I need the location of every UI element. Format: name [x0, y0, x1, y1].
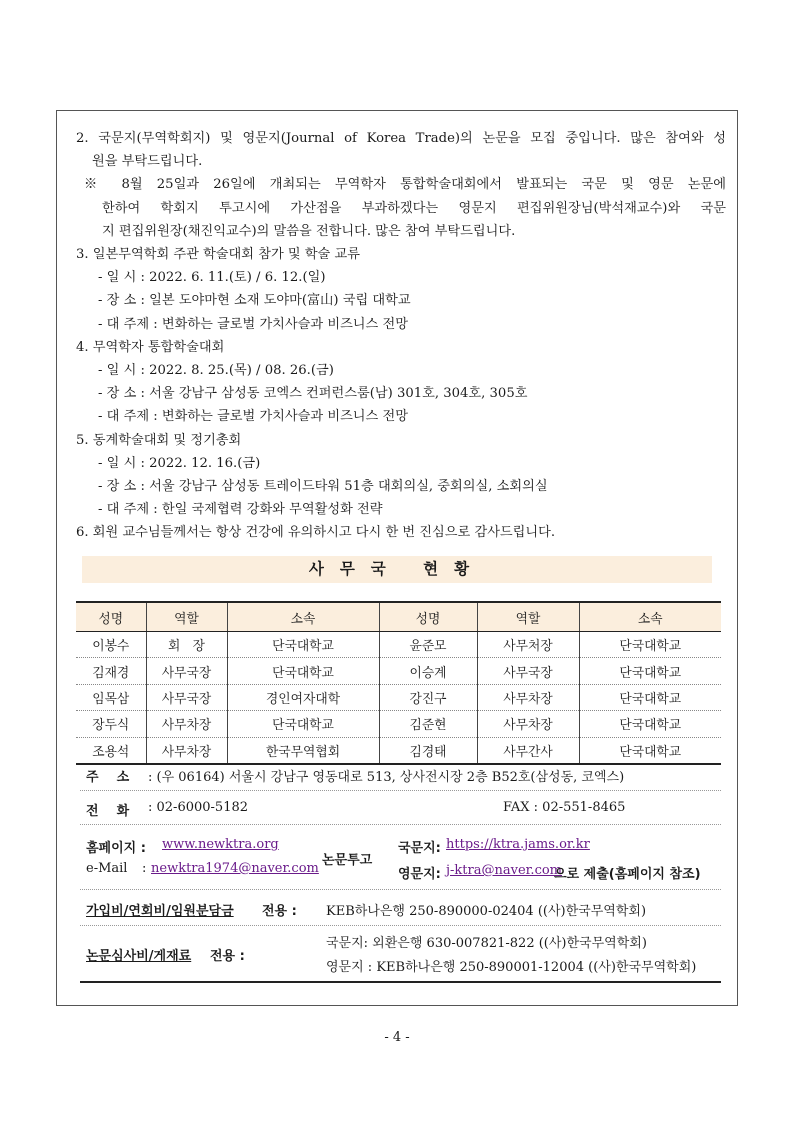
- cell-name: 임목삼: [76, 684, 146, 710]
- membership-account: KEB하나은행 250-890000-02404 ((사)한국무역학회): [326, 904, 647, 919]
- kr-journal-label: 국문지:: [398, 841, 441, 856]
- fax-value: FAX : 02-551-8465: [503, 800, 626, 815]
- notice-2-line-2: 원을 부탁드립니다.: [92, 154, 203, 170]
- notice-2-line-1: 2. 국문지(무역학회지) 및 영문지(Journal of Korea Trade)의 논문을 모집 중입니다. 많은 참여와 성: [76, 131, 726, 146]
- notice-3-theme: - 대 주제 : 변화하는 글로벌 가치사슬과 비즈니스 전망: [98, 316, 408, 332]
- address-row: [80, 757, 721, 791]
- cell-role: 사무차장: [477, 684, 579, 710]
- notice-3-venue: - 장 소 : 일본 도야마현 소재 도야마(富山) 국립 대학교: [98, 293, 411, 309]
- cell-role: 사무차장: [146, 711, 227, 737]
- notice-6-title: 6. 회원 교수님들께서는 항상 건강에 유의하시고 다시 한 번 진심으로 감사드립니다.: [76, 525, 556, 541]
- cell-name: 장두식: [76, 711, 146, 737]
- page-number: - 4 -: [384, 1030, 410, 1045]
- table-row: [76, 711, 721, 737]
- phone-value: : 02-6000-5182: [148, 800, 249, 815]
- kr-journal-link[interactable]: https://ktra.jams.or.kr: [446, 837, 590, 852]
- address-label: 주 소: [86, 770, 130, 785]
- notice-note-line-1: ※ 8월 25일과 26일에 개최되는 무역학자 통합학술대회에서 발표되는 국문 및 영문 논문에: [84, 177, 726, 193]
- header-role: 역할: [146, 602, 227, 632]
- cell-affiliation: 단국대학교: [579, 658, 721, 684]
- cell-affiliation: 단국대학교: [579, 684, 721, 710]
- cell-name: 조용석: [76, 737, 146, 764]
- homepage-link[interactable]: www.newktra.org: [162, 837, 279, 852]
- cell-name: 김준현: [379, 711, 477, 737]
- notice-list: [76, 127, 726, 545]
- email-colon: :: [142, 861, 147, 876]
- cell-affiliation: 단국대학교: [579, 711, 721, 737]
- cell-role: 사무차장: [146, 737, 227, 764]
- notice-3-date: - 일 시 : 2022. 6. 11.(토) / 6. 12.(일): [98, 270, 326, 286]
- cell-affiliation: 단국대학교: [227, 632, 379, 658]
- cell-name: 김경태: [379, 737, 477, 764]
- notice-4-date: - 일 시 : 2022. 8. 25.(목) / 08. 26.(금): [98, 363, 334, 379]
- notice-5-venue: - 장 소 : 서울 강남구 삼성동 트레이드타워 51층 대회의실, 중회의실, 소회의실: [98, 479, 548, 495]
- table-row: [76, 684, 721, 710]
- notice-5-date: - 일 시 : 2022. 12. 16.(금): [98, 455, 261, 471]
- en-journal-email[interactable]: j-ktra@naver.com: [446, 863, 563, 878]
- cell-name: 김재경: [76, 658, 146, 684]
- membership-row: [80, 890, 721, 926]
- contact-info: [80, 757, 721, 983]
- phone-row: [80, 791, 721, 825]
- cell-name: 이승계: [379, 658, 477, 684]
- table-row: [76, 658, 721, 684]
- header-name: 성명: [379, 602, 477, 632]
- notice-4-venue: - 장 소 : 서울 강남구 삼성동 코엑스 컨퍼런스룸(남) 301호, 304호, 305호: [98, 386, 528, 402]
- notice-4-title: 4. 무역학자 통합학술대회: [76, 339, 225, 355]
- cell-affiliation: 단국대학교: [579, 737, 721, 764]
- cell-affiliation: 단국대학교: [579, 632, 721, 658]
- submission-label: 논문투고: [322, 853, 373, 868]
- cell-affiliation: 경인여자대학: [227, 684, 379, 710]
- cell-role: 사무국장: [477, 658, 579, 684]
- header-affiliation: 소속: [579, 602, 721, 632]
- header-affiliation: 소속: [227, 602, 379, 632]
- address-value: : (우 06164) 서울시 강남구 영동대로 513, 상사전시장 2층 B52호(삼성동, 코엑스): [148, 770, 625, 785]
- membership-label: 가입비/연회비/임원분담금: [86, 904, 234, 919]
- notice-5-title: 5. 동계학술대회 및 정기총회: [76, 432, 242, 448]
- cell-name: 강진구: [379, 684, 477, 710]
- review-fee-en: 영문지 : KEB하나은행 250-890001-12004 ((사)한국무역학회): [326, 960, 697, 975]
- phone-label: 전 화: [86, 804, 130, 819]
- review-fee-label: 논문심사비/게재료: [86, 949, 192, 964]
- en-journal-suffix: 으로 제출(홈페이지 참조): [554, 867, 701, 882]
- cell-role: 사무차장: [477, 711, 579, 737]
- header-name: 성명: [76, 602, 146, 632]
- notice-4-theme: - 대 주제 : 변화하는 글로벌 가치사슬과 비즈니스 전망: [98, 409, 408, 425]
- notice-5-theme: - 대 주제 : 한일 국제협력 강화와 무역활성화 전략: [98, 502, 383, 518]
- cell-role: 사무국장: [146, 684, 227, 710]
- homepage-label: 홈페이지 :: [86, 841, 146, 856]
- email-label: e-Mail: [86, 861, 128, 876]
- cell-affiliation: 단국대학교: [227, 658, 379, 684]
- review-fee-suffix: 전용 :: [210, 949, 245, 964]
- cell-name: 이봉수: [76, 632, 146, 658]
- cell-affiliation: 한국무역협회: [227, 737, 379, 764]
- section-title: 사무국 현황: [82, 556, 712, 583]
- cell-affiliation: 단국대학교: [227, 711, 379, 737]
- cell-role: 사무처장: [477, 632, 579, 658]
- membership-suffix: 전용 :: [262, 904, 297, 919]
- notice-3-title: 3. 일본무역학회 주관 학술대회 참가 및 학술 교류: [76, 247, 360, 263]
- notice-note-line-2: 한하여 학회지 투고시에 가산점을 부과하겠다는 영문지 편집위원장님(박석재교수)와 국문: [102, 200, 726, 216]
- staff-table-header: [76, 602, 721, 632]
- cell-role: 회 장: [146, 632, 227, 658]
- review-fee-row: [80, 926, 721, 983]
- notice-note-line-3: 지 편집위원장(채진익교수)의 말씀을 전합니다. 많은 참여 부탁드립니다.: [102, 223, 516, 239]
- cell-role: 사무간사: [477, 737, 579, 764]
- cell-name: 윤준모: [379, 632, 477, 658]
- web-row: [80, 825, 721, 890]
- en-journal-label: 영문지:: [398, 867, 441, 882]
- review-fee-kr: 국문지: 외환은행 630-007821-822 ((사)한국무역학회): [326, 936, 647, 951]
- staff-table: [76, 601, 721, 765]
- email-link[interactable]: newktra1974@naver.com: [151, 861, 319, 876]
- cell-role: 사무국장: [146, 658, 227, 684]
- header-role: 역할: [477, 602, 579, 632]
- table-row: [76, 632, 721, 658]
